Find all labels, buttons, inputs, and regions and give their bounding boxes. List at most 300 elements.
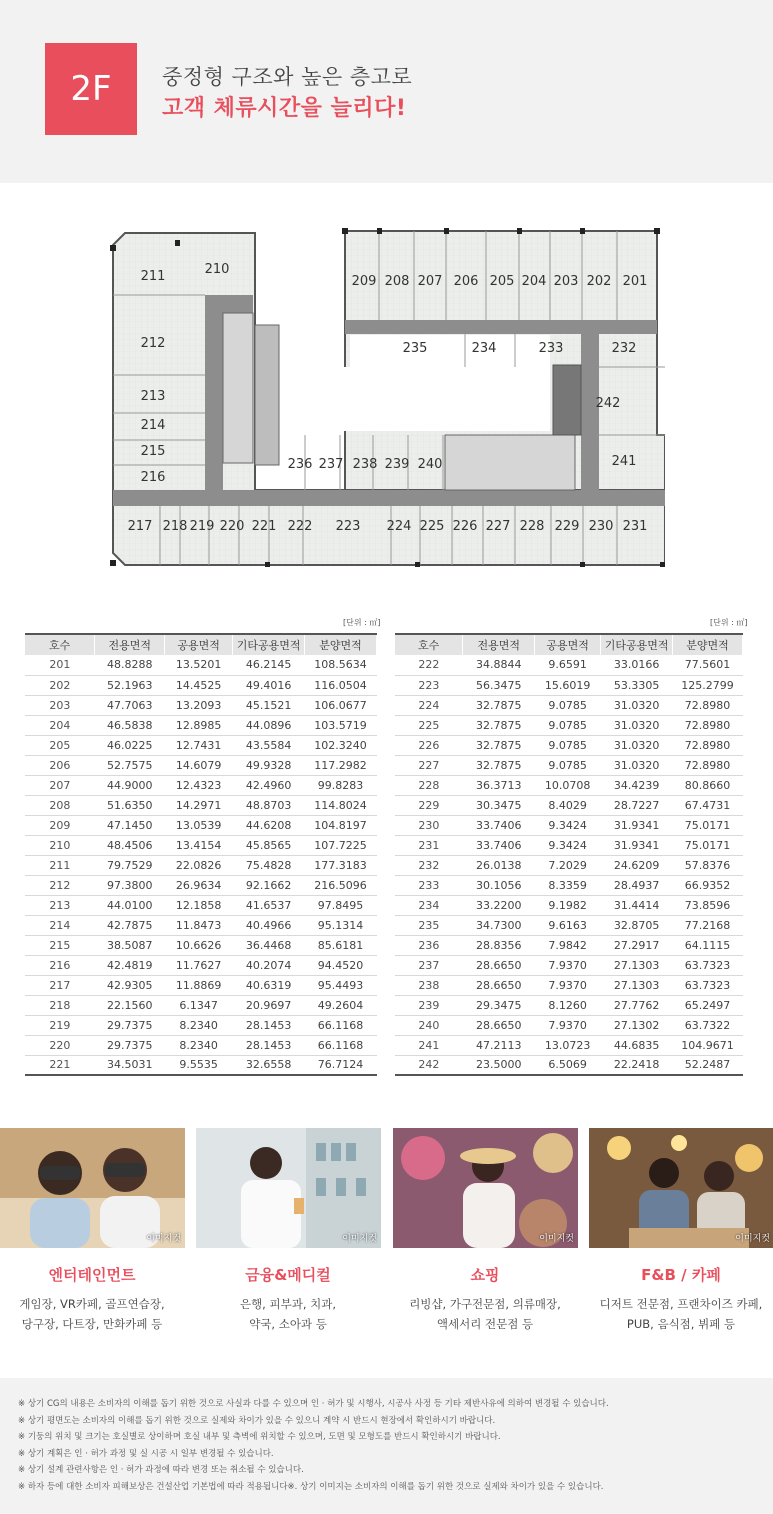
table-row: [395, 755, 743, 775]
table-cell: 44.0896: [233, 715, 305, 735]
unit-label-226: 226: [452, 519, 478, 534]
table-cell: 203: [25, 695, 95, 715]
note-line: ※ 기둥의 위치 및 크기는 호실별로 상이하며 호실 내부 및 측벽에 위치할 수 있으며, 도면 및 모형도를 반드시 확인하시기 바랍니다.: [18, 1432, 501, 1442]
table-row: [25, 835, 377, 855]
table-cell: 7.9842: [535, 935, 601, 955]
table-cell: 52.1963: [95, 675, 165, 695]
table-cell: 31.0320: [601, 715, 673, 735]
table-cell: 73.8596: [673, 895, 743, 915]
table-cell: 13.0723: [535, 1035, 601, 1055]
unit-label-214: 214: [140, 418, 166, 433]
unit-label-219: 219: [189, 519, 215, 534]
table-cell: 72.8980: [673, 755, 743, 775]
table-cell: 24.6209: [601, 855, 673, 875]
note-line: ※ 하자 등에 대한 소비자 피해보상은 건설산업 기본법에 따라 적용됩니다※. 상기 이미지는 소비자의 이해를 돕기 위한 것으로 실제와 차이가 있을 수 있습니다.: [18, 1481, 604, 1492]
floor-badge: 2F: [45, 43, 137, 135]
table-cell: 240: [395, 1015, 463, 1035]
table-cell: 44.6835: [601, 1035, 673, 1055]
table-cell: 210: [25, 835, 95, 855]
table-cell: 116.0504: [305, 675, 377, 695]
table-cell: 114.8024: [305, 795, 377, 815]
table-cell: 34.8844: [463, 655, 535, 675]
column-header: 호수: [395, 634, 463, 655]
table-cell: 44.9000: [95, 775, 165, 795]
unit-label-241: 241: [611, 454, 637, 469]
table-cell: 32.7875: [463, 755, 535, 775]
unit-label-212: 212: [140, 336, 166, 351]
table-row: [25, 1015, 377, 1035]
unit-label-213: 213: [140, 389, 166, 404]
table-cell: 28.1453: [233, 1035, 305, 1055]
table-cell: 42.7875: [95, 915, 165, 935]
unit-label-211: 211: [140, 269, 166, 284]
unit-label-221: 221: [251, 519, 277, 534]
table-cell: 46.0225: [95, 735, 165, 755]
table-cell: 204: [25, 715, 95, 735]
table-cell: 223: [395, 675, 463, 695]
table-cell: 92.1662: [233, 875, 305, 895]
area-table-left: [25, 633, 377, 1076]
unit-label-205: 205: [489, 274, 515, 289]
table-cell: 36.4468: [233, 935, 305, 955]
table-cell: 95.4493: [305, 975, 377, 995]
table-row: [25, 855, 377, 875]
table-cell: 77.5601: [673, 655, 743, 675]
table-cell: 9.0785: [535, 755, 601, 775]
table-cell: 6.1347: [165, 995, 233, 1015]
headline-line2: 고객 체류시간을 늘리다!: [162, 96, 407, 121]
table-cell: 9.0785: [535, 695, 601, 715]
image-cut-tag: 이미지컷: [342, 1234, 377, 1244]
table-cell: 20.9697: [233, 995, 305, 1015]
unit-label-224: 224: [386, 519, 412, 534]
table-cell: 177.3183: [305, 855, 377, 875]
table-cell: 232: [395, 855, 463, 875]
table-cell: 8.3359: [535, 875, 601, 895]
table-cell: 31.0320: [601, 755, 673, 775]
table-cell: 36.3713: [463, 775, 535, 795]
table-cell: 9.1982: [535, 895, 601, 915]
table-row: [25, 695, 377, 715]
table-cell: 48.4506: [95, 835, 165, 855]
unit-label-236: 236: [287, 457, 313, 472]
table-cell: 63.7322: [673, 1015, 743, 1035]
unit-label-215: 215: [140, 444, 166, 459]
table-cell: 226: [395, 735, 463, 755]
table-cell: 76.7124: [305, 1055, 377, 1075]
table-cell: 64.1115: [673, 935, 743, 955]
table-cell: 12.1858: [165, 895, 233, 915]
table-cell: 31.4414: [601, 895, 673, 915]
table-cell: 239: [395, 995, 463, 1015]
table-cell: 77.2168: [673, 915, 743, 935]
floor-plan: [105, 225, 665, 580]
table-cell: 10.0708: [535, 775, 601, 795]
table-cell: 102.3240: [305, 735, 377, 755]
unit-label-228: 228: [519, 519, 545, 534]
column-header: 기타공용면적: [233, 634, 305, 655]
table-cell: 235: [395, 915, 463, 935]
table-cell: 44.0100: [95, 895, 165, 915]
table-row: [395, 955, 743, 975]
note-line: ※ 상기 CG의 내용은 소비자의 이해를 돕기 위한 것으로 사실과 다를 수 있으며 인 · 허가 및 시행사, 시공사 사정 등 기타 제반사유에 의하여 변경될 수 있습니다.: [18, 1399, 609, 1409]
table-cell: 97.8495: [305, 895, 377, 915]
table-cell: 95.1314: [305, 915, 377, 935]
table-cell: 41.6537: [233, 895, 305, 915]
table-cell: 57.8376: [673, 855, 743, 875]
table-cell: 32.8705: [601, 915, 673, 935]
table-cell: 9.3424: [535, 835, 601, 855]
table-cell: 7.9370: [535, 955, 601, 975]
table-row: [25, 795, 377, 815]
unit-label-203: 203: [553, 274, 579, 289]
table-cell: 53.3305: [601, 675, 673, 695]
table-cell: 9.6591: [535, 655, 601, 675]
unit-label-235: 235: [402, 341, 428, 356]
photo-shopping: [393, 1128, 578, 1248]
table-cell: 23.5000: [463, 1055, 535, 1075]
table-cell: 63.7323: [673, 955, 743, 975]
table-cell: 13.4154: [165, 835, 233, 855]
table-cell: 241: [395, 1035, 463, 1055]
table-row: [25, 935, 377, 955]
table-row: [25, 975, 377, 995]
table-cell: 94.4520: [305, 955, 377, 975]
unit-label-239: 239: [384, 457, 410, 472]
table-cell: 22.1560: [95, 995, 165, 1015]
area-table-right: [395, 633, 743, 1076]
table-cell: 14.6079: [165, 755, 233, 775]
table-cell: 13.5201: [165, 655, 233, 675]
table-row: [25, 755, 377, 775]
table-cell: 222: [395, 655, 463, 675]
table-cell: 72.8980: [673, 715, 743, 735]
column-header: 전용면적: [463, 634, 535, 655]
table-cell: 48.8703: [233, 795, 305, 815]
table-cell: 33.0166: [601, 655, 673, 675]
table-cell: 12.7431: [165, 735, 233, 755]
table-cell: 242: [395, 1055, 463, 1075]
table-cell: 47.2113: [463, 1035, 535, 1055]
table-cell: 10.6626: [165, 935, 233, 955]
unit-label-210: 210: [204, 262, 230, 277]
table-cell: 27.1303: [601, 955, 673, 975]
table-cell: 32.6558: [233, 1055, 305, 1075]
note-line: ※ 상기 설계 관련사항은 인 · 허가 과정에 따라 변경 또는 취소될 수 있습니다.: [18, 1465, 304, 1475]
column-header: 공용면적: [165, 634, 233, 655]
table-cell: 213: [25, 895, 95, 915]
table-row: [395, 975, 743, 995]
table-cell: 40.6319: [233, 975, 305, 995]
table-cell: 28.1453: [233, 1015, 305, 1035]
column-header: 호수: [25, 634, 95, 655]
table-row: [25, 815, 377, 835]
unit-label-207: 207: [417, 274, 443, 289]
table-cell: 224: [395, 695, 463, 715]
table-row: [395, 735, 743, 755]
table-row: [25, 1035, 377, 1055]
table-cell: 45.1521: [233, 695, 305, 715]
table-row: [395, 695, 743, 715]
table-cell: 7.2029: [535, 855, 601, 875]
header-banner: [0, 0, 773, 183]
table-row: [395, 875, 743, 895]
table-cell: 8.4029: [535, 795, 601, 815]
table-cell: 29.7375: [95, 1015, 165, 1035]
table-cell: 30.1056: [463, 875, 535, 895]
table-cell: 214: [25, 915, 95, 935]
unit-label-242: 242: [595, 396, 621, 411]
table-cell: 201: [25, 655, 95, 675]
table-cell: 31.0320: [601, 695, 673, 715]
table-row: [395, 795, 743, 815]
unit-label-230: 230: [588, 519, 614, 534]
table-row: [395, 935, 743, 955]
table-row: [395, 1015, 743, 1035]
table-row: [25, 715, 377, 735]
table-cell: 43.5584: [233, 735, 305, 755]
table-cell: 28.6650: [463, 975, 535, 995]
table-cell: 206: [25, 755, 95, 775]
unit-label-229: 229: [554, 519, 580, 534]
unit-label-223: 223: [335, 519, 361, 534]
note-line: ※ 상기 평면도는 소비자의 이해를 돕기 위한 것으로 실제와 차이가 있을 수 있으니 계약 시 반드시 현장에서 확인하시기 바랍니다.: [18, 1415, 496, 1426]
unit-label-225: 225: [419, 519, 445, 534]
category-desc-entertainment: 게임장, VR카페, 골프연습장, 당구장, 다트장, 만화카페 등: [19, 1297, 165, 1331]
table-cell: 51.6350: [95, 795, 165, 815]
table-cell: 66.9352: [673, 875, 743, 895]
table-cell: 209: [25, 815, 95, 835]
table-cell: 49.4016: [233, 675, 305, 695]
table-cell: 103.5719: [305, 715, 377, 735]
table-row: [25, 675, 377, 695]
table-cell: 216.5096: [305, 875, 377, 895]
table-cell: 202: [25, 675, 95, 695]
image-cut-tag: 이미지컷: [735, 1234, 770, 1244]
table-cell: 12.8985: [165, 715, 233, 735]
table-row: [395, 775, 743, 795]
table-cell: 72.8980: [673, 695, 743, 715]
table-row: [25, 915, 377, 935]
unit-label-227: 227: [485, 519, 511, 534]
photo-fnb-cafe: [589, 1128, 773, 1248]
table-row: [395, 855, 743, 875]
table-cell: 47.1450: [95, 815, 165, 835]
table-row: [395, 1035, 743, 1055]
table-row: [395, 1055, 743, 1075]
table-cell: 13.2093: [165, 695, 233, 715]
unit-label-237: 237: [318, 457, 344, 472]
table-cell: 32.7875: [463, 715, 535, 735]
column-header: 공용면적: [535, 634, 601, 655]
table-cell: 12.4323: [165, 775, 233, 795]
table-cell: 27.1302: [601, 1015, 673, 1035]
table-cell: 219: [25, 1015, 95, 1035]
table-row: [25, 875, 377, 895]
category-desc-finance-medical: 은행, 피부과, 치과, 약국, 소아과 등: [239, 1297, 337, 1331]
category-desc-fnb-cafe: 디저트 전문점, 프랜차이즈 카페, PUB, 음식점, 뷔페 등: [599, 1297, 763, 1331]
table-cell: 106.0677: [305, 695, 377, 715]
table-cell: 207: [25, 775, 95, 795]
table-cell: 108.5634: [305, 655, 377, 675]
table-cell: 230: [395, 815, 463, 835]
table-row: [395, 915, 743, 935]
unit-label-209: 209: [351, 274, 377, 289]
table-cell: 227: [395, 755, 463, 775]
category-title-shopping: 쇼핑: [470, 1266, 500, 1284]
table-cell: 11.8869: [165, 975, 233, 995]
table-cell: 28.6650: [463, 1015, 535, 1035]
table-cell: 8.2340: [165, 1035, 233, 1055]
table-cell: 104.9671: [673, 1035, 743, 1055]
table-row: [25, 995, 377, 1015]
table-cell: 40.2074: [233, 955, 305, 975]
table-cell: 14.2971: [165, 795, 233, 815]
table-cell: 48.8288: [95, 655, 165, 675]
table-cell: 33.2200: [463, 895, 535, 915]
table-cell: 233: [395, 875, 463, 895]
table-row: [25, 655, 377, 675]
column-header: 분양면적: [673, 634, 743, 655]
table-row: [395, 675, 743, 695]
image-cut-tag: 이미지컷: [539, 1234, 574, 1244]
table-cell: 22.0826: [165, 855, 233, 875]
table-cell: 72.8980: [673, 735, 743, 755]
photo-entertainment: [0, 1128, 185, 1248]
headline-line1: 중정형 구조와 높은 층고로: [162, 65, 413, 89]
table-cell: 85.6181: [305, 935, 377, 955]
table-cell: 9.0785: [535, 735, 601, 755]
table-cell: 75.4828: [233, 855, 305, 875]
table-cell: 99.8283: [305, 775, 377, 795]
table-cell: 56.3475: [463, 675, 535, 695]
table-cell: 221: [25, 1055, 95, 1075]
table-cell: 67.4731: [673, 795, 743, 815]
table-cell: 66.1168: [305, 1035, 377, 1055]
table-cell: 208: [25, 795, 95, 815]
table-cell: 34.4239: [601, 775, 673, 795]
note-line: ※ 상기 계획은 인 · 허가 과정 및 실 시공 시 일부 변경될 수 있습니다.: [18, 1448, 274, 1459]
category-title-entertainment: 엔터테인먼트: [48, 1266, 136, 1284]
table-cell: 52.2487: [673, 1055, 743, 1075]
table-row: [395, 995, 743, 1015]
table-cell: 42.9305: [95, 975, 165, 995]
table-row: [25, 735, 377, 755]
table-cell: 26.0138: [463, 855, 535, 875]
table-cell: 9.3424: [535, 815, 601, 835]
column-header: 분양면적: [305, 634, 377, 655]
table-cell: 211: [25, 855, 95, 875]
category-desc-shopping: 리빙샵, 가구전문점, 의류매장, 액세서리 전문점 등: [409, 1297, 561, 1331]
unit-label-238: 238: [352, 457, 378, 472]
table-row: [395, 835, 743, 855]
unit-label-233: 233: [538, 341, 564, 356]
table-cell: 220: [25, 1035, 95, 1055]
table-cell: 7.9370: [535, 1015, 601, 1035]
table-cell: 45.8565: [233, 835, 305, 855]
table-cell: 31.9341: [601, 815, 673, 835]
table-cell: 9.6163: [535, 915, 601, 935]
table-cell: 107.7225: [305, 835, 377, 855]
table-cell: 236: [395, 935, 463, 955]
table-cell: 27.1303: [601, 975, 673, 995]
table-cell: 33.7406: [463, 835, 535, 855]
unit-label-204: 204: [521, 274, 547, 289]
table-cell: 28.8356: [463, 935, 535, 955]
unit-label-231: 231: [622, 519, 648, 534]
table-cell: 218: [25, 995, 95, 1015]
disclaimer-notes: [0, 1378, 773, 1514]
table-cell: 217: [25, 975, 95, 995]
table-row: [395, 895, 743, 915]
table-cell: 34.7300: [463, 915, 535, 935]
unit-label-208: 208: [384, 274, 410, 289]
table-cell: 238: [395, 975, 463, 995]
table-cell: 49.2604: [305, 995, 377, 1015]
table-cell: 65.2497: [673, 995, 743, 1015]
table-cell: 28.4937: [601, 875, 673, 895]
unit-label-206: 206: [453, 274, 479, 289]
table-cell: 34.5031: [95, 1055, 165, 1075]
table-cell: 228: [395, 775, 463, 795]
table-cell: 75.0171: [673, 835, 743, 855]
table-row: [25, 895, 377, 915]
table-cell: 63.7323: [673, 975, 743, 995]
table-row: [25, 1055, 377, 1075]
table-cell: 237: [395, 955, 463, 975]
table-cell: 216: [25, 955, 95, 975]
table-cell: 28.6650: [463, 955, 535, 975]
table-cell: 234: [395, 895, 463, 915]
unit-label-220: 220: [219, 519, 245, 534]
table-cell: 125.2799: [673, 675, 743, 695]
unit-label-240: 240: [417, 457, 443, 472]
table-cell: 97.3800: [95, 875, 165, 895]
table-cell: 32.7875: [463, 735, 535, 755]
table-row: [395, 715, 743, 735]
unit-label-234: 234: [471, 341, 497, 356]
table-cell: 75.0171: [673, 815, 743, 835]
table-cell: 33.7406: [463, 815, 535, 835]
table-row: [25, 775, 377, 795]
table-cell: 9.5535: [165, 1055, 233, 1075]
table-cell: 80.8660: [673, 775, 743, 795]
table-cell: 7.9370: [535, 975, 601, 995]
table-cell: 8.2340: [165, 1015, 233, 1035]
table-cell: 29.7375: [95, 1035, 165, 1055]
table-cell: 49.9328: [233, 755, 305, 775]
unit-label-222: 222: [287, 519, 313, 534]
table-cell: 14.4525: [165, 675, 233, 695]
unit-label-217: 217: [127, 519, 153, 534]
table-cell: 215: [25, 935, 95, 955]
table-cell: 79.7529: [95, 855, 165, 875]
table-cell: 104.8197: [305, 815, 377, 835]
table-cell: 11.8473: [165, 915, 233, 935]
table-cell: 15.6019: [535, 675, 601, 695]
photo-finance-medical: [196, 1128, 381, 1248]
table-cell: 8.1260: [535, 995, 601, 1015]
table-cell: 212: [25, 875, 95, 895]
table-cell: 27.2917: [601, 935, 673, 955]
table-cell: 42.4960: [233, 775, 305, 795]
unit-label-202: 202: [586, 274, 612, 289]
unit-label-232: 232: [611, 341, 637, 356]
table-row: [395, 815, 743, 835]
table-cell: 47.7063: [95, 695, 165, 715]
table-unit-left: [단위 : ㎡]: [343, 618, 381, 627]
table-cell: 46.2145: [233, 655, 305, 675]
